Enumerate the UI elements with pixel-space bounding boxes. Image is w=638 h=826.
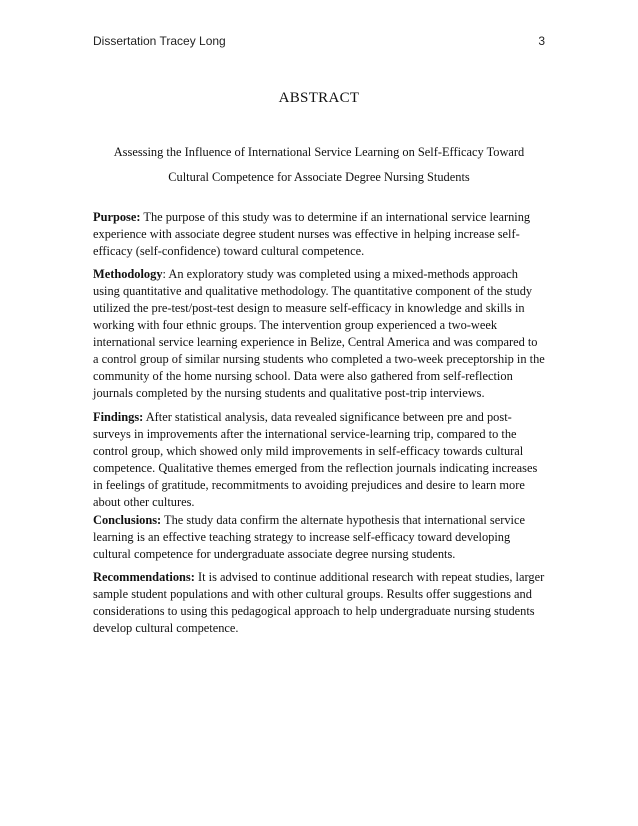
page-header (93, 34, 545, 48)
conclusions-text: The study data confirm the alternate hypothesis that international service learning is an effective teaching strategy to increase self-efficacy toward developing cultural competence for undergraduate associate degree nursing students. (93, 513, 525, 561)
findings-section (93, 409, 545, 511)
study-title (93, 140, 545, 190)
methodology-section (93, 266, 545, 402)
recommendations-label: Recommendations: (93, 570, 195, 584)
conclusions-label: Conclusions: (93, 513, 162, 527)
findings-text: After statistical analysis, data revealed significance between pre and post-surveys in improvements after the international service-learning trip, compared to the control group, which showed only mild improvements in self-efficacy towards cultural competence. Qualitative themes emerged from the reflection journals indicating increases in feelings of gratitude, recommitments to avoiding prejudices and desire to learn more about other cultures. (93, 410, 538, 509)
methodology-text: : An exploratory study was completed using a mixed-methods approach using quantitative and qualitative methodology. The quantitative component of the study utilized the pre-test/post-test design to measure self-efficacy in knowledge and skills in working with four ethnic groups. The intervention group experienced a two-week international service learning experience in Belize, Central America and was compared to a control group of similar nursing students who completed a two-week preceptorship in the community of the home nursing school. Data were also gathered from self-reflection journals completed by the nursing students and qualitative post-trip interviews. (93, 267, 545, 400)
purpose-section (93, 209, 545, 260)
recommendations-text: It is advised to continue additional research with repeat studies, larger sample student populations and with other cultural groups. Results offer suggestions and considerations to using this pedagogical approach to help undergraduate nursing students develop cultural competence. (93, 570, 545, 635)
page-number: 3 (538, 34, 545, 48)
conclusions-section (93, 512, 545, 563)
purpose-label: Purpose: (93, 210, 141, 224)
methodology-label: Methodology (93, 267, 163, 281)
findings-label: Findings: (93, 410, 144, 424)
abstract-title: ABSTRACT (278, 90, 360, 106)
running-title: Dissertation Tracey Long (93, 34, 226, 48)
purpose-text: The purpose of this study was to determine if an international service learning experience with associate degree student nurses was effective in helping increase self-efficacy (self-confidence) toward cultural competence. (93, 210, 531, 258)
study-title-line-2: Cultural Competence for Associate Degree Nursing Students (168, 170, 470, 184)
study-title-line-1: Assessing the Influence of International Service Learning on Self-Efficacy Toward (113, 145, 525, 159)
recommendations-section (93, 569, 545, 637)
